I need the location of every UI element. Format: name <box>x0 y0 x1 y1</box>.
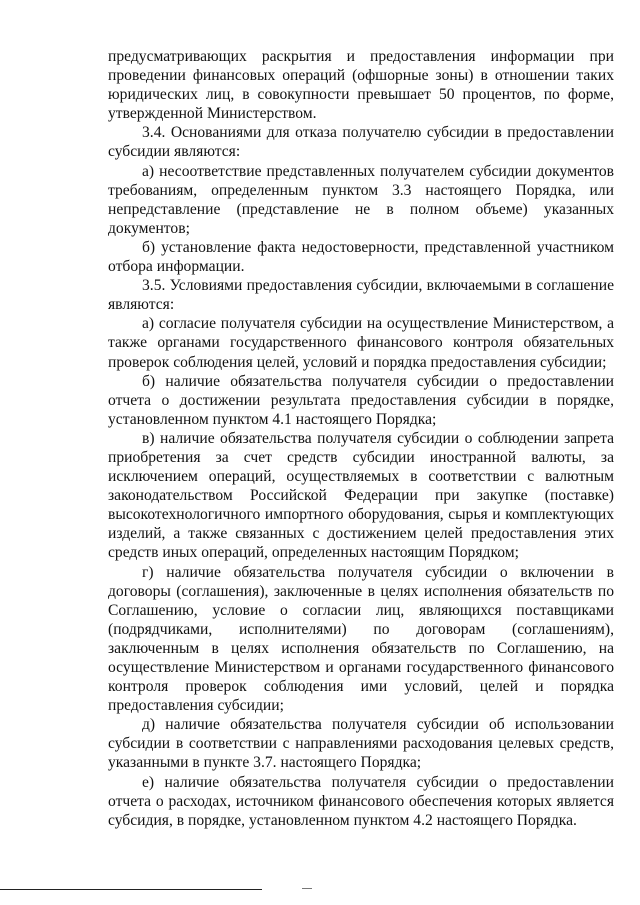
paragraph-3-5: 3.5. Условиями предоставления субсидии, включаемыми в соглашение являются: <box>108 277 614 314</box>
paragraph-3-5-b: б) наличие обязательства получателя субсидии о предоставлении отчета о достижении результата предоставления субсидии в порядке, установленном пунктом 4.1 настоящего Порядка; <box>108 372 614 428</box>
footer-divider <box>0 889 262 890</box>
paragraph-continuation: предусматривающих раскрытия и предоставления информации при проведении финансовых операций (офшорные зоны) в отношении таких юридических лиц, в совокупности превышает 50 процентов, по форме, утвержденной Министерством. <box>108 48 614 123</box>
document-body <box>108 47 614 830</box>
paragraph-3-5-g: г) наличие обязательства получателя субсидии о включении в договоры (соглашения), заключенные в целях исполнения обязательств по Соглашению, условие о согласии лиц, являющихся поставщиками (подрядчиками, исполнителями) по договорам (соглашениям), заключенным в целях исполнения обязательств по Соглашению, на осуществление Министерством и органами государственного финансового контроля проверок соблюдения ими условий, целей и порядка предоставления субсидии; <box>108 563 614 715</box>
paragraph-3-5-a: а) согласие получателя субсидии на осуществление Министерством, а также органами государственного финансового контроля обязательных проверок соблюдения целей, условий и порядка предоставления субсидии; <box>108 315 614 371</box>
scan-mark <box>302 888 312 889</box>
paragraph-3-5-v: в) наличие обязательства получателя субсидии о соблюдении запрета приобретения за счет средств субсидии иностранной валюты, за исключением операций, осуществляемых в соответствии с валютным законодательством Российской Федерации при закупке (поставке) высокотехнологичного импортного оборудования, сырья и комплектующих изделий, а также связанных с достижением целей предоставления этих средств иных операций, определенных настоящим Порядком; <box>108 429 614 562</box>
paragraph-3-5-e: е) наличие обязательства получателя субсидии о предоставлении отчета о расходах, источником финансового обеспечения которых является субсидия, в порядке, установленном пунктом 4.2 настоящего Порядка. <box>108 773 614 829</box>
paragraph-3-4: 3.4. Основаниями для отказа получателю субсидии в предоставлении субсидии являются: <box>108 124 614 161</box>
paragraph-3-4-a: а) несоответствие представленных получателем субсидии документов требованиям, определенным пунктом 3.3 настоящего Порядка, или непредставление (представление не в полном объеме) указанных документов; <box>108 162 614 237</box>
paragraph-3-5-d: д) наличие обязательства получателя субсидии об использовании субсидии в соответствии с направлениями расходования целевых средств, указанными в пункте 3.7. настоящего Порядка; <box>108 716 614 772</box>
paragraph-3-4-b: б) установление факта недостоверности, представленной участником отбора информации. <box>108 238 614 276</box>
